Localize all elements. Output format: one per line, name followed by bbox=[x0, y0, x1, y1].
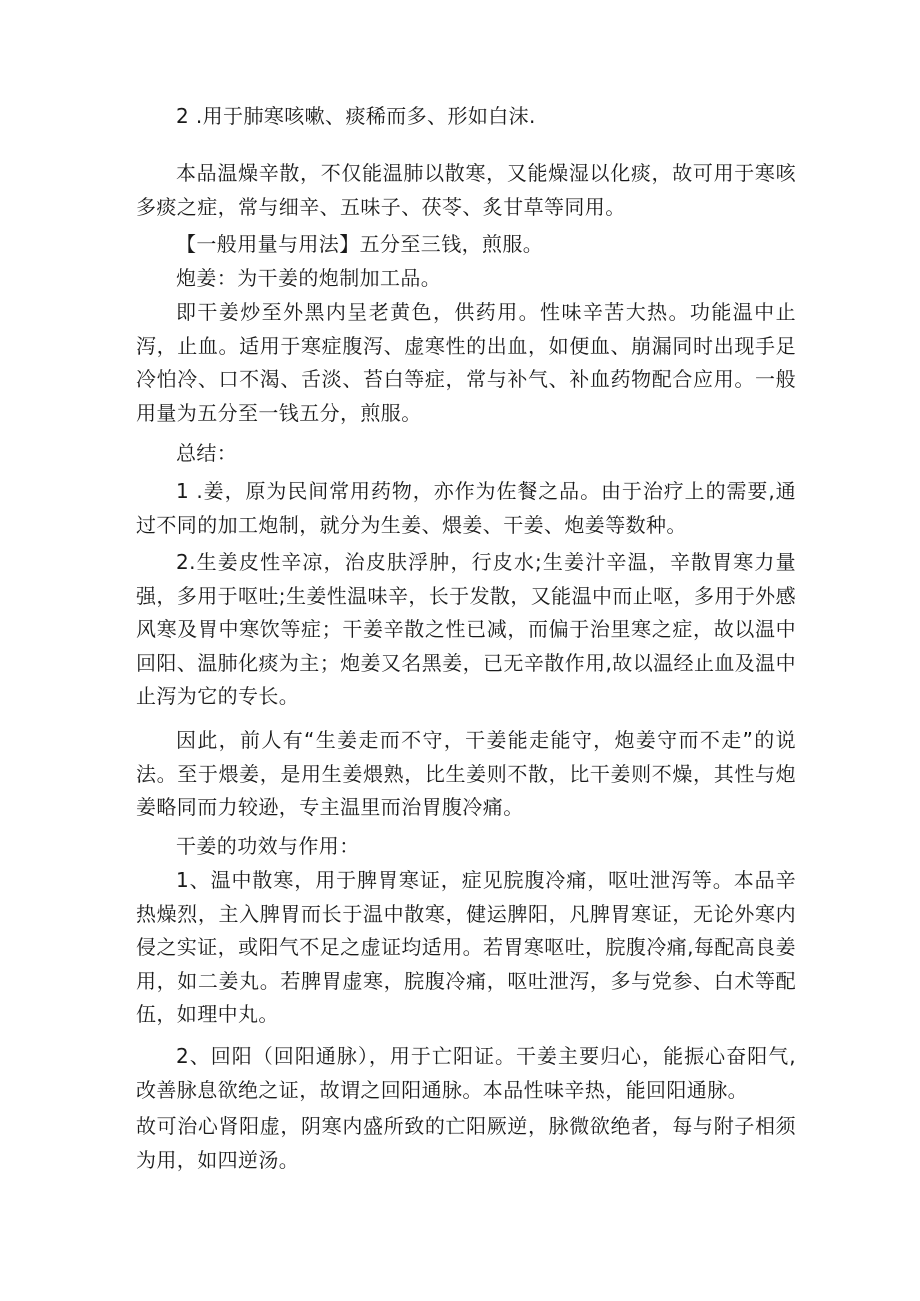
paragraph-summary-1: 1 .姜，原为民间常用药物，亦作为佐餐之品。由于治疗上的需要,通过不同的加工炮制，就分为生姜、煨姜、干姜、炮姜等数种。 bbox=[136, 479, 796, 537]
paragraph-summary-heading: 总结： bbox=[176, 441, 238, 465]
paragraph-efficacy-1: 1、温中散寒，用于脾胃寒证，症见脘腹冷痛，呕吐泄泻等。本品辛热燥烈，主入脾胃而长于温中散寒，健运脾阳，凡脾胃寒证，无论外寒内侵之实证，或阳气不足之虚证均适用。若胃寒呕吐，脘腹冷痛,每配高良姜用，如二姜丸。若脾胃虚寒，脘腹冷痛，呕吐泄泻，多与党参、白术等配伍，如理中丸。 bbox=[136, 868, 796, 1026]
paragraph-usage-2: 2 .用于肺寒咳嗽、痰稀而多、形如白沫. bbox=[176, 104, 536, 128]
paragraph-conclusion: 因此，前人有“生姜走而不守，干姜能走能守，炮姜守而不走”的说法。至于煨姜，是用生姜煨熟，比生姜则不散，比干姜则不燥，其性与炮姜略同而力较逊，专主温里而治胃腹冷痛。 bbox=[136, 728, 796, 819]
paragraph-paojiang-detail: 即干姜炒至外黑内呈老黄色，供药用。性味辛苦大热。功能温中止泻，止血。适用于寒症腹泻、虚寒性的出血，如便血、崩漏同时出现手足冷怕冷、口不渴、舌淡、苔白等症，常与补气、补血药物配合应用。一般用量为五分至一钱五分，煎服。 bbox=[136, 300, 796, 425]
paragraph-efficacy-2-cont: 故可治心肾阳虚，阴寒内盛所致的亡阳厥逆，脉微欲绝者，每与附子相须为用，如四逆汤。 bbox=[136, 1114, 796, 1172]
paragraph-summary-2: 2.生姜皮性辛凉，治皮肤浮肿，行皮水;生姜汁辛温，辛散胃寒力量强，多用于呕吐;生姜性温味辛，长于发散，又能温中而止呕，多用于外感风寒及胃中寒饮等症；干姜辛散之性已减，而偏于治里寒之症，故以温中回阳、温肺化痰为主；炮姜又名黑姜，已无辛散作用,故以温经止血及温中止泻为它的专长。 bbox=[136, 550, 796, 708]
paragraph-warm-dry: 本品温燥辛散，不仅能温肺以散寒，又能燥湿以化痰，故可用于寒咳多痰之症，常与细辛、五味子、茯苓、炙甘草等同用。 bbox=[136, 161, 796, 219]
paragraph-efficacy-2: 2、回阳（回阳通脉），用于亡阳证。干姜主要归心，能振心奋阳气,改善脉息欲绝之证，故谓之回阳通脉。本品性味辛热，能回阳通脉。 bbox=[136, 1044, 796, 1102]
paragraph-efficacy-heading: 干姜的功效与作用： bbox=[176, 834, 360, 858]
paragraph-paojiang-intro: 炮姜：为干姜的炮制加工品。 bbox=[176, 266, 442, 290]
paragraph-dosage: 【一般用量与用法】五分至三钱，煎服。 bbox=[176, 232, 544, 256]
